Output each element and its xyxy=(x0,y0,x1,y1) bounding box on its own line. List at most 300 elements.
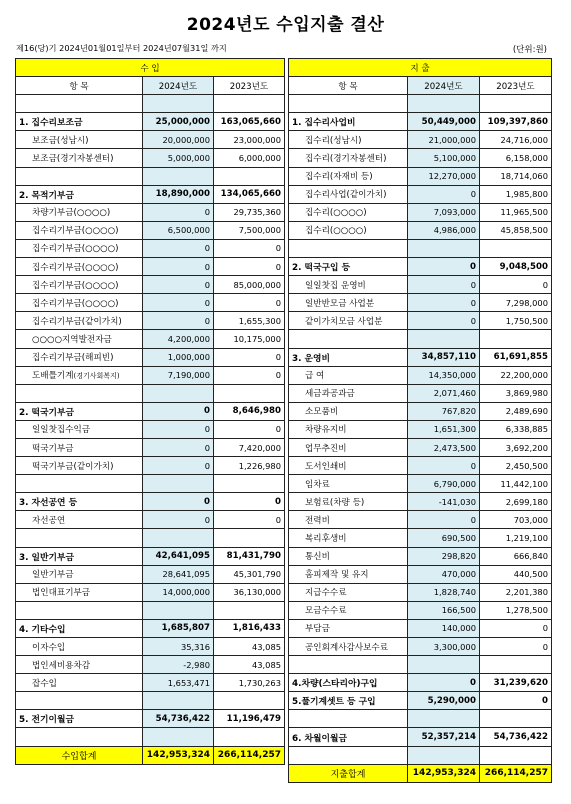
column-header-2023: 2023년도 xyxy=(480,77,552,95)
row-label: 자선공연 xyxy=(16,511,143,529)
amount-2023 xyxy=(480,746,552,764)
total-label: 수입합계 xyxy=(16,746,143,764)
column-header-2024: 2024년도 xyxy=(143,77,214,95)
amount-2023: 85,000,000 xyxy=(214,276,285,294)
amount-2024: 1,653,471 xyxy=(143,674,214,692)
table-row xyxy=(289,619,552,637)
amount-2023: 0 xyxy=(480,692,552,710)
amount-2023: 0 xyxy=(214,366,285,384)
amount-2024: 14,350,000 xyxy=(408,366,480,384)
table-row xyxy=(289,131,552,149)
table-row xyxy=(16,656,285,674)
amount-2024: 2,473,500 xyxy=(408,438,480,456)
row-label: 5.풀기계셋트 등 구입 xyxy=(289,692,408,710)
column-header-2024: 2024년도 xyxy=(408,77,480,95)
table-row xyxy=(289,638,552,656)
table-row xyxy=(289,547,552,565)
amount-2024: 298,820 xyxy=(408,547,480,565)
table-row xyxy=(16,348,285,366)
table-row xyxy=(289,601,552,619)
amount-2023: 8,646,980 xyxy=(214,402,285,420)
row-label: 업무추진비 xyxy=(289,438,408,456)
amount-2023 xyxy=(480,239,552,257)
amount-2023: 11,965,500 xyxy=(480,203,552,221)
row-label xyxy=(16,384,143,402)
table-row xyxy=(16,131,285,149)
amount-2024: 0 xyxy=(408,276,480,294)
table-row xyxy=(289,239,552,257)
table-row xyxy=(289,475,552,493)
amount-2023: 54,736,422 xyxy=(480,728,552,746)
amount-2024: 3,300,000 xyxy=(408,638,480,656)
table-row xyxy=(289,276,552,294)
right-total-row xyxy=(289,764,552,782)
table-row xyxy=(289,113,552,131)
amount-2024 xyxy=(408,746,480,764)
total-2023: 266,114,257 xyxy=(480,764,552,782)
amount-2023: 7,420,000 xyxy=(214,438,285,456)
row-label: 집수리(경기자봉센터) xyxy=(289,149,408,167)
amount-2024: 0 xyxy=(408,674,480,692)
table-row xyxy=(16,294,285,312)
amount-2023 xyxy=(214,728,285,746)
table-row xyxy=(16,529,285,547)
row-label: 차량기부금(○○○○) xyxy=(16,203,143,221)
table-row xyxy=(16,384,285,402)
row-label xyxy=(16,95,143,113)
row-label: 홈피제작 및 유지 xyxy=(289,565,408,583)
table-row xyxy=(289,185,552,203)
amount-2024: 1,828,740 xyxy=(408,583,480,601)
row-label: 3. 자선공연 등 xyxy=(16,493,143,511)
amount-2023: 45,301,790 xyxy=(214,565,285,583)
amount-2024: 0 xyxy=(143,402,214,420)
amount-2024: 4,200,000 xyxy=(143,330,214,348)
total-label: 지출합계 xyxy=(289,764,408,782)
amount-2023: 3,869,980 xyxy=(480,384,552,402)
table-row xyxy=(289,493,552,511)
table-row xyxy=(289,95,552,113)
amount-2024: 25,000,000 xyxy=(143,113,214,131)
amount-2023: 2,450,500 xyxy=(480,457,552,475)
amount-2024: 0 xyxy=(143,511,214,529)
row-label: 공인회계사감사보수료 xyxy=(289,638,408,656)
column-header-item: 항 목 xyxy=(289,77,408,95)
amount-2023: 7,298,000 xyxy=(480,294,552,312)
amount-2023: 2,699,180 xyxy=(480,493,552,511)
amount-2023: 0 xyxy=(214,511,285,529)
amount-2024: 140,000 xyxy=(408,619,480,637)
row-label xyxy=(16,601,143,619)
amount-2024: 0 xyxy=(143,276,214,294)
amount-2023: 11,442,100 xyxy=(480,475,552,493)
total-2024: 142,953,324 xyxy=(143,746,214,764)
amount-2023: 9,048,500 xyxy=(480,258,552,276)
amount-2023: 24,716,000 xyxy=(480,131,552,149)
period-text: 제16(당)기 2024년01월01일부터 2024년07월31일 까지 xyxy=(16,43,227,53)
row-label: 집수리기부금(○○○○) xyxy=(16,239,143,257)
expense-table xyxy=(288,58,552,783)
amount-2024: 0 xyxy=(143,457,214,475)
row-label xyxy=(16,475,143,493)
row-label: 떡국기부금 xyxy=(16,438,143,456)
amount-2023: 0 xyxy=(214,420,285,438)
amount-2023: 43,085 xyxy=(214,638,285,656)
left-total-row xyxy=(16,746,285,764)
amount-2024: 5,290,000 xyxy=(408,692,480,710)
row-label: 일일찻집 운영비 xyxy=(289,276,408,294)
amount-2023: 6,000,000 xyxy=(214,149,285,167)
table-row xyxy=(16,113,285,131)
amount-2023: 1,985,800 xyxy=(480,185,552,203)
row-label: 일반반모금 사업분 xyxy=(289,294,408,312)
table-row xyxy=(16,493,285,511)
amount-2024: 0 xyxy=(408,294,480,312)
left-column-header xyxy=(16,77,285,95)
amount-2024: 5,100,000 xyxy=(408,149,480,167)
amount-2023: 3,692,200 xyxy=(480,438,552,456)
table-row xyxy=(16,457,285,475)
row-label: 2. 떡국기부금 xyxy=(16,402,143,420)
amount-2023: 0 xyxy=(214,493,285,511)
table-row xyxy=(16,638,285,656)
amount-2023 xyxy=(480,656,552,674)
amount-2023: 1,226,980 xyxy=(214,457,285,475)
amount-2023: 1,816,433 xyxy=(214,619,285,637)
amount-2023: 109,397,860 xyxy=(480,113,552,131)
table-row xyxy=(16,583,285,601)
amount-2024: 0 xyxy=(143,438,214,456)
amount-2023: 11,196,479 xyxy=(214,710,285,728)
amount-2023 xyxy=(480,710,552,728)
amount-2024 xyxy=(408,95,480,113)
amount-2023 xyxy=(214,692,285,710)
right-group-header xyxy=(289,59,552,77)
row-label xyxy=(289,239,408,257)
amount-2024: 54,736,422 xyxy=(143,710,214,728)
row-label: 지급수수료 xyxy=(289,583,408,601)
table-row xyxy=(289,402,552,420)
amount-2023 xyxy=(214,601,285,619)
table-row xyxy=(289,438,552,456)
right-group-label: 지 출 xyxy=(289,59,552,77)
amount-2023: 1,655,300 xyxy=(214,312,285,330)
table-row xyxy=(16,366,285,384)
amount-2023: 0 xyxy=(480,619,552,637)
row-label xyxy=(289,710,408,728)
table-row xyxy=(289,710,552,728)
amount-2024 xyxy=(408,656,480,674)
table-row xyxy=(289,294,552,312)
amount-2024: 7,093,000 xyxy=(408,203,480,221)
table-row xyxy=(16,258,285,276)
table-row xyxy=(16,674,285,692)
amount-2023: 1,750,500 xyxy=(480,312,552,330)
table-row xyxy=(289,167,552,185)
amount-2023: 6,338,885 xyxy=(480,420,552,438)
row-label xyxy=(16,728,143,746)
amount-2024: 28,641,095 xyxy=(143,565,214,583)
amount-2024: 34,857,110 xyxy=(408,348,480,366)
table-row xyxy=(289,330,552,348)
row-label: 차량유지비 xyxy=(289,420,408,438)
row-label xyxy=(16,366,143,384)
amount-2023: 0 xyxy=(214,348,285,366)
table-row xyxy=(16,547,285,565)
unit-text: (단위:원) xyxy=(512,45,547,55)
amount-2023: 134,065,660 xyxy=(214,185,285,203)
report-title: 2024년도 수입지출 결산 xyxy=(186,15,385,35)
amount-2023: 45,858,500 xyxy=(480,221,552,239)
amount-2023: 36,130,000 xyxy=(214,583,285,601)
amount-2023: 43,085 xyxy=(214,656,285,674)
total-2024: 142,953,324 xyxy=(408,764,480,782)
row-label-text: 도배틀기계 xyxy=(32,371,74,382)
amount-2024: 4,986,000 xyxy=(408,221,480,239)
row-label: 모금수수료 xyxy=(289,601,408,619)
row-label: 2. 목적기부금 xyxy=(16,185,143,203)
table-row xyxy=(16,149,285,167)
row-label: 세금과공과금 xyxy=(289,384,408,402)
amount-2024: 166,500 xyxy=(408,601,480,619)
row-label: 1. 집수리보조금 xyxy=(16,113,143,131)
amount-2023: 440,500 xyxy=(480,565,552,583)
amount-2024 xyxy=(143,601,214,619)
amount-2024: 7,190,000 xyxy=(143,366,214,384)
amount-2024: 5,000,000 xyxy=(143,149,214,167)
row-label: 복리후생비 xyxy=(289,529,408,547)
amount-2024 xyxy=(143,475,214,493)
table-row xyxy=(289,728,552,746)
left-group-label: 수 입 xyxy=(16,59,285,77)
amount-2024: 0 xyxy=(143,493,214,511)
amount-2024 xyxy=(143,95,214,113)
table-row xyxy=(289,529,552,547)
row-label: 4. 기타수입 xyxy=(16,619,143,637)
amount-2023: 6,158,000 xyxy=(480,149,552,167)
amount-2024 xyxy=(143,692,214,710)
table-row xyxy=(289,692,552,710)
amount-2024 xyxy=(408,239,480,257)
table-row xyxy=(289,746,552,764)
amount-2024: 690,500 xyxy=(408,529,480,547)
row-label: 보조금(경기자봉센터) xyxy=(16,149,143,167)
income-table xyxy=(15,58,285,765)
table-row xyxy=(289,457,552,475)
row-label: ○○○○지역발전자금 xyxy=(16,330,143,348)
amount-2024: 0 xyxy=(143,258,214,276)
right-column-header xyxy=(289,77,552,95)
table-row xyxy=(16,276,285,294)
amount-2024: 2,071,460 xyxy=(408,384,480,402)
amount-2024: 0 xyxy=(408,312,480,330)
row-label: 이자수입 xyxy=(16,638,143,656)
amount-2023 xyxy=(214,529,285,547)
row-label: 1. 집수리사업비 xyxy=(289,113,408,131)
table-row xyxy=(289,565,552,583)
column-header-item: 항 목 xyxy=(16,77,143,95)
amount-2024: 6,500,000 xyxy=(143,221,214,239)
row-label xyxy=(16,529,143,547)
amount-2024: 52,357,214 xyxy=(408,728,480,746)
table-row xyxy=(16,692,285,710)
row-label xyxy=(16,167,143,185)
amount-2024: 14,000,000 xyxy=(143,583,214,601)
row-label: 집수리기부금(같이가치) xyxy=(16,312,143,330)
row-label: 보험료(차량 등) xyxy=(289,493,408,511)
row-label-note: (경기사회복지) xyxy=(73,372,120,381)
amount-2023: 666,840 xyxy=(480,547,552,565)
row-label: 일일찻집수익금 xyxy=(16,420,143,438)
amount-2024: 42,641,095 xyxy=(143,547,214,565)
row-label: 잡수입 xyxy=(16,674,143,692)
table-row xyxy=(16,511,285,529)
table-row xyxy=(16,330,285,348)
amount-2023 xyxy=(214,475,285,493)
table-row xyxy=(289,384,552,402)
table-row xyxy=(16,601,285,619)
table-row xyxy=(16,185,285,203)
amount-2023: 18,714,060 xyxy=(480,167,552,185)
row-label: 3. 일반기부금 xyxy=(16,547,143,565)
amount-2023: 0 xyxy=(480,276,552,294)
amount-2024: 0 xyxy=(408,511,480,529)
row-label: 법인대표기부금 xyxy=(16,583,143,601)
row-label: 전력비 xyxy=(289,511,408,529)
row-label: 소모품비 xyxy=(289,402,408,420)
row-label: 집수리기부금(○○○○) xyxy=(16,258,143,276)
amount-2023: 10,175,000 xyxy=(214,330,285,348)
table-row xyxy=(16,420,285,438)
amount-2024: 1,000,000 xyxy=(143,348,214,366)
row-label: 급 여 xyxy=(289,366,408,384)
amount-2024: 0 xyxy=(408,185,480,203)
amount-2023: 22,200,000 xyxy=(480,366,552,384)
row-label: 집수리기부금(○○○○) xyxy=(16,221,143,239)
row-label xyxy=(289,95,408,113)
table-row xyxy=(16,565,285,583)
amount-2024: 767,820 xyxy=(408,402,480,420)
table-row xyxy=(289,366,552,384)
amount-2024: 0 xyxy=(143,420,214,438)
amount-2023 xyxy=(480,330,552,348)
table-row xyxy=(289,420,552,438)
amount-2024: 21,000,000 xyxy=(408,131,480,149)
amount-2023: 7,500,000 xyxy=(214,221,285,239)
amount-2024 xyxy=(408,710,480,728)
row-label: 도서인쇄비 xyxy=(289,457,408,475)
amount-2024: 6,790,000 xyxy=(408,475,480,493)
table-row xyxy=(16,475,285,493)
amount-2024: -2,980 xyxy=(143,656,214,674)
amount-2024: 35,316 xyxy=(143,638,214,656)
amount-2023: 2,489,690 xyxy=(480,402,552,420)
row-label: 5. 전기이월금 xyxy=(16,710,143,728)
amount-2023 xyxy=(214,384,285,402)
amount-2024 xyxy=(408,330,480,348)
table-row xyxy=(289,656,552,674)
amount-2024: 18,890,000 xyxy=(143,185,214,203)
row-label: 3. 운영비 xyxy=(289,348,408,366)
amount-2023: 1,278,500 xyxy=(480,601,552,619)
table-row xyxy=(16,710,285,728)
amount-2023: 61,691,855 xyxy=(480,348,552,366)
row-label: 집수리사업(같이가치) xyxy=(289,185,408,203)
row-label: 집수리(○○○○) xyxy=(289,203,408,221)
table-row xyxy=(289,203,552,221)
amount-2024: 20,000,000 xyxy=(143,131,214,149)
amount-2023: 0 xyxy=(214,258,285,276)
amount-2023 xyxy=(214,95,285,113)
amount-2023: 23,000,000 xyxy=(214,131,285,149)
row-label: 통신비 xyxy=(289,547,408,565)
amount-2023: 0 xyxy=(480,638,552,656)
table-row xyxy=(16,239,285,257)
table-row xyxy=(16,95,285,113)
row-label: 임차료 xyxy=(289,475,408,493)
table-row xyxy=(16,619,285,637)
amount-2023: 31,239,620 xyxy=(480,674,552,692)
amount-2024: 12,270,000 xyxy=(408,167,480,185)
amount-2024: 0 xyxy=(143,203,214,221)
table-row xyxy=(16,312,285,330)
table-row xyxy=(289,583,552,601)
amount-2024: 0 xyxy=(143,239,214,257)
amount-2024: 470,000 xyxy=(408,565,480,583)
table-row xyxy=(289,149,552,167)
row-label: 집수리(○○○○) xyxy=(289,221,408,239)
table-row xyxy=(289,348,552,366)
amount-2024: 0 xyxy=(143,312,214,330)
table-row xyxy=(289,674,552,692)
row-label xyxy=(289,656,408,674)
amount-2024: -141,030 xyxy=(408,493,480,511)
amount-2023: 163,065,660 xyxy=(214,113,285,131)
row-label: 일반기부금 xyxy=(16,565,143,583)
amount-2023 xyxy=(480,95,552,113)
row-label: 6. 차월이월금 xyxy=(289,728,408,746)
amount-2024: 1,651,300 xyxy=(408,420,480,438)
row-label: 집수리기부금(○○○○) xyxy=(16,276,143,294)
row-label xyxy=(289,330,408,348)
table-row xyxy=(289,511,552,529)
row-label xyxy=(289,746,408,764)
row-label: 법인세비용차감 xyxy=(16,656,143,674)
amount-2023: 29,735,360 xyxy=(214,203,285,221)
amount-2024 xyxy=(143,529,214,547)
row-label: 집수리(성남시) xyxy=(289,131,408,149)
amount-2024: 0 xyxy=(408,457,480,475)
amount-2023 xyxy=(214,167,285,185)
table-row xyxy=(16,167,285,185)
amount-2024 xyxy=(143,728,214,746)
amount-2024: 50,449,000 xyxy=(408,113,480,131)
table-row xyxy=(16,438,285,456)
amount-2023: 0 xyxy=(214,294,285,312)
row-label: 떡국기부금(같이가치) xyxy=(16,457,143,475)
table-row xyxy=(16,728,285,746)
table-row xyxy=(16,221,285,239)
row-label: 부담금 xyxy=(289,619,408,637)
amount-2024: 0 xyxy=(143,294,214,312)
table-row xyxy=(289,312,552,330)
row-label: 집수리기부금(해피빈) xyxy=(16,348,143,366)
left-group-header xyxy=(16,59,285,77)
amount-2023: 2,201,380 xyxy=(480,583,552,601)
row-label: 집수리(자재비 등) xyxy=(289,167,408,185)
column-header-2023: 2023년도 xyxy=(214,77,285,95)
table-row xyxy=(16,203,285,221)
